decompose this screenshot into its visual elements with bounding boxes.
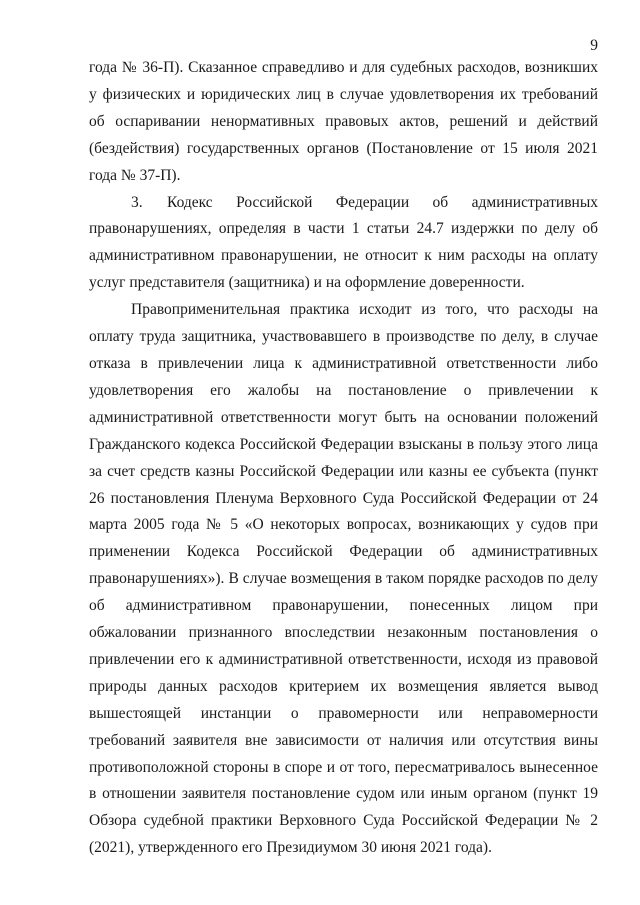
paragraph-continuation: года № 36-П). Сказанное справедливо и для судебных расходов, возникших у физических и юридических лиц в случае удовлетворения их требований об оспаривании ненормативных правовых актов, решений и действий (бездействия) государственных органов (Постановление от 15 июля 2021 года № 37-П). xyxy=(89,59,598,184)
page-number: 9 xyxy=(590,37,598,54)
body-text xyxy=(89,55,598,862)
paragraph-item-3-text: Кодекс Российской Федерации об административных правонарушениях, определяя в части 1 статьи 24.7 издержки по делу об административном правонарушении, не относит к ним расходы на оплату услуг представителя (защитника) и на оформление доверенности. xyxy=(89,193,598,292)
list-item-number: 3. xyxy=(131,193,143,211)
paragraph-item-3 xyxy=(89,190,598,298)
paragraph-practice: Правоприменительная практика исходит из того, что расходы на оплату труда защитника, участвовавшего в производстве по делу, в случае отказа в привлечении лица к административной ответственности либо удовлетворения его жалобы на постановление о привлечении к административной ответственности могут быть на основании положений Гражданского кодекса Российской Федерации взысканы в пользу этого лица за счет средств казны Российской Федерации или казны ее субъекта (пункт 26 постановления Пленума Верховного Суда Российской Федерации от 24 марта 2005 года № 5 «О некоторых вопросах, возникающих у судов при применении Кодекса Российской Федерации об административных правонарушениях»). В случае возмещения в таком порядке расходов по делу об административном правонарушении, понесенных лицом при обжаловании признанного впоследствии незаконным постановления о привлечении его к административной ответственности, исходя из правовой природы данных расходов критерием их возмещения является вывод вышестоящей инстанции о правомерности или неправомерности требований заявителя вне зависимости от наличия или отсутствия вины противоположной стороны в споре и от того, пересматривалось вынесенное в отношении заявителя постановление судом или иным органом (пункт 19 Обзора судебной практики Верховного Суда Российской Федерации № 2 (2021), утвержденного его Президиумом 30 июня 2021 года). xyxy=(89,301,598,857)
